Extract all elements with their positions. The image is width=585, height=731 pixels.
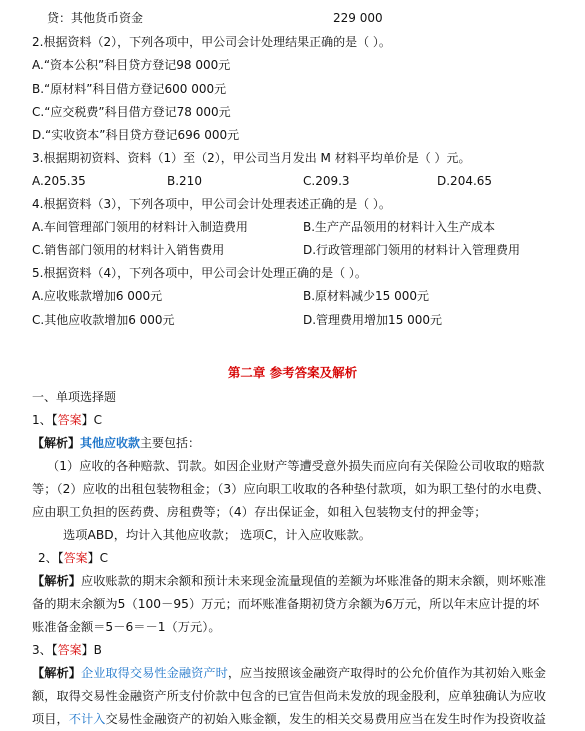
question-3-option-b: B.210 bbox=[167, 174, 202, 188]
answer-3-line-1: 【解析】企业取得交易性金融资产时，应当按照该金融资产取得时的公允价值作为其初始入账金 bbox=[32, 666, 546, 680]
question-2-stem: 2.根据资料（2），下列各项中，甲公司会计处理结果正确的是（ ）。 bbox=[32, 35, 391, 49]
analysis-keyword: 其他应收款 bbox=[80, 436, 141, 450]
answer-1-header: 1、【答案】C bbox=[32, 413, 103, 427]
question-5-options-row2 bbox=[0, 309, 585, 331]
question-2-option-d: D.“实收资本”科目贷方登记696 000元 bbox=[32, 128, 240, 142]
question-5-stem: 5.根据资料（4），下列各项中，甲公司会计处理正确的是（ ）。 bbox=[32, 266, 367, 280]
question-2-option-b: B.“原材料”科目借方登记600 000元 bbox=[32, 82, 227, 96]
question-3-option-d: D.204.65 bbox=[437, 174, 493, 188]
question-4-option-b: B.生产产品领用的材料计入生产成本 bbox=[303, 220, 496, 234]
answer-2-line-3: 账准备金额＝5－6＝－1（万元）。 bbox=[32, 620, 221, 634]
analysis-keyword: 不计入 bbox=[68, 712, 106, 726]
answer-2-line-2: 备的期末余额为5（100－95）万元；而坏账准备期初贷方余额为6万元，所以年末应计提的坏 bbox=[32, 597, 540, 611]
question-5-option-c: C.其他应收款增加6 000元 bbox=[32, 313, 175, 327]
question-3-options bbox=[0, 170, 585, 192]
answer-tag: 答案 bbox=[57, 643, 82, 657]
question-2-option-a: A.“资本公积”科目贷方登记98 000元 bbox=[32, 58, 231, 72]
chapter-title: 第二章 参考答案及解析 bbox=[227, 365, 358, 380]
question-4-option-a: A.车间管理部门领用的材料计入制造费用 bbox=[32, 220, 248, 234]
question-3-option-a: A.205.35 bbox=[32, 174, 86, 188]
analysis-label: 【解析】 bbox=[32, 436, 81, 450]
analysis-keyword: 企业取得交易性金融资产时 bbox=[80, 666, 228, 680]
answer-3-header: 3、【答案】B bbox=[32, 643, 102, 657]
journal-entry-line bbox=[0, 7, 585, 29]
journal-entry-amount: 229 000 bbox=[333, 11, 383, 25]
journal-entry-label: 贷：其他货币资金 bbox=[47, 11, 144, 25]
answer-1-line-3: 应由职工负担的医药费、房租费等；（4）存出保证金，如租入包装物支付的押金等； bbox=[32, 505, 487, 519]
question-3-stem: 3.根据期初资料、资料（1）至（2），甲公司当月发出 M 材料平均单价是（ ）元。 bbox=[32, 151, 471, 165]
analysis-label: 【解析】 bbox=[32, 574, 81, 588]
answer-2-line-1: 【解析】应收账款的期末余额和预计未来现金流量现值的差额为坏账准备的期末余额，则坏账准 bbox=[32, 574, 546, 588]
question-4-stem: 4.根据资料（3），下列各项中，甲公司会计处理表述正确的是（ ）。 bbox=[32, 197, 391, 211]
answer-3-line-3: 项目，不计入交易性金融资产的初始入账金额，发生的相关交易费用应当在发生时作为投资收益 bbox=[32, 712, 546, 726]
answer-1-line-2: 等；（2）应收的出租包装物租金；（3）应向职工收取的各种垫付款项，如为职工垫付的水电费、 bbox=[32, 482, 550, 496]
answer-1-analysis-head: 【解析】其他应收款主要包括： bbox=[32, 436, 201, 450]
question-3-option-c: C.209.3 bbox=[303, 174, 350, 188]
question-4-option-c: C.销售部门领用的材料计入销售费用 bbox=[32, 243, 225, 257]
answer-tag: 答案 bbox=[63, 551, 88, 565]
answer-2-header: 2、【答案】C bbox=[38, 551, 109, 565]
analysis-label: 【解析】 bbox=[32, 666, 81, 680]
answer-3-line-2: 额，取得交易性金融资产所支付价款中包含的已宣告但尚未发放的现金股利，应单独确认为应收 bbox=[32, 689, 546, 703]
answer-1-summary: 选项ABD，均计入其他应收款； 选项C，计入应收账款。 bbox=[63, 528, 371, 542]
answer-1-line-1: （1）应收的各种赔款、罚款。如因企业财产等遭受意外损失而应向有关保险公司收取的赔款 bbox=[47, 459, 545, 473]
question-5-option-d: D.管理费用增加15 000元 bbox=[303, 313, 443, 327]
question-5-option-b: B.原材料减少15 000元 bbox=[303, 289, 430, 303]
answer-tag: 答案 bbox=[57, 413, 82, 427]
question-2-option-c: C.“应交税费”科目借方登记78 000元 bbox=[32, 105, 231, 119]
question-5-options-row1 bbox=[0, 285, 585, 307]
question-5-option-a: A.应收账款增加6 000元 bbox=[32, 289, 163, 303]
question-4-options-row2 bbox=[0, 239, 585, 261]
question-4-option-d: D.行政管理部门领用的材料计入管理费用 bbox=[303, 243, 521, 257]
section-title: 一、单项选择题 bbox=[32, 390, 117, 404]
question-4-options-row1 bbox=[0, 216, 585, 238]
